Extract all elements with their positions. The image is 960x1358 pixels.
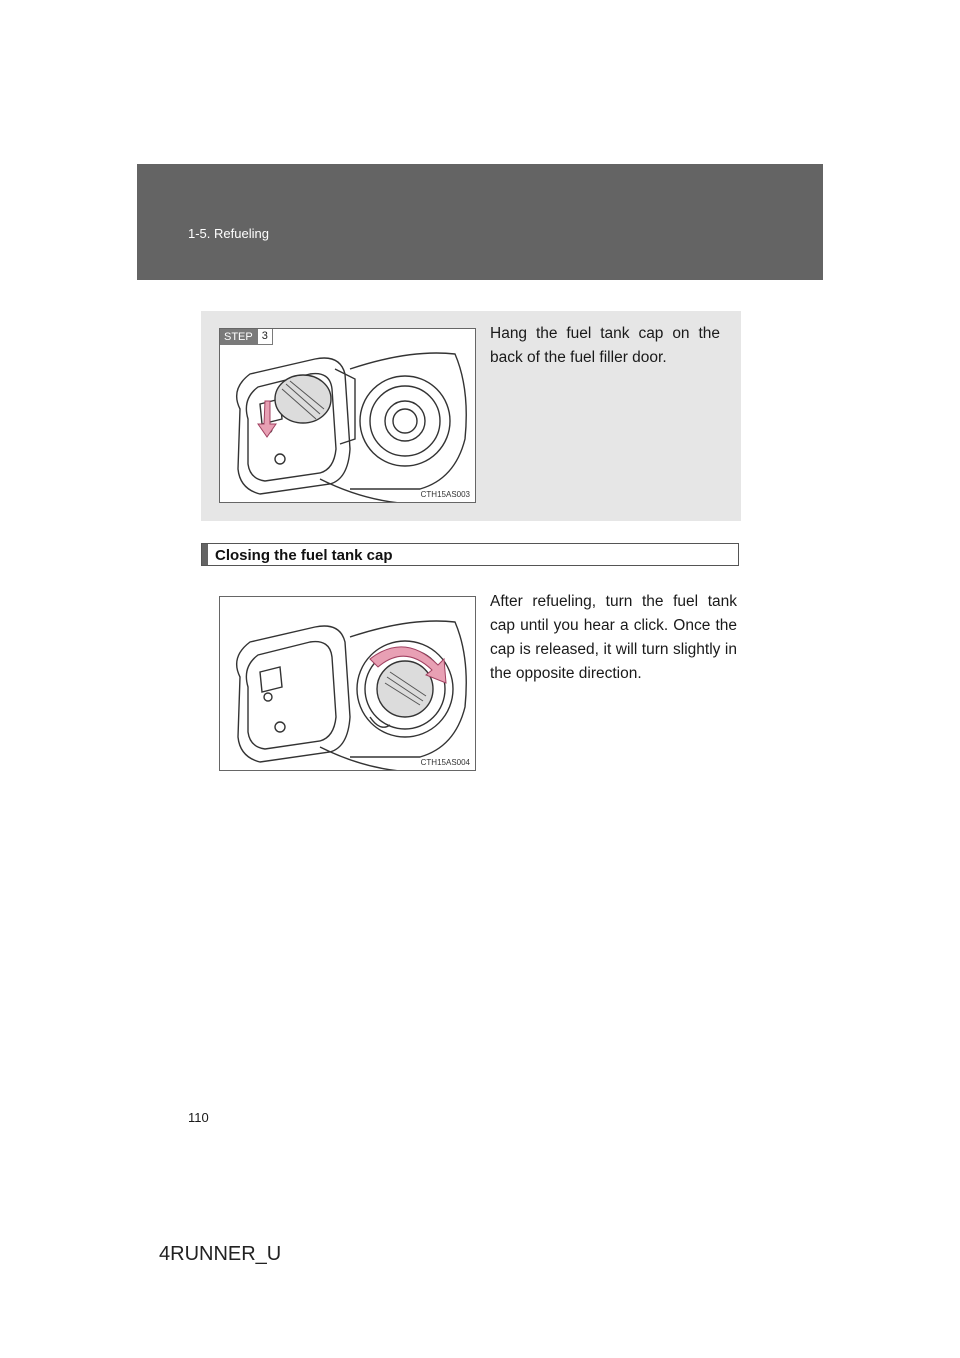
fuel-cap-closing-illustration [219,596,476,771]
subsection-heading [201,543,739,566]
step-label: STEP [220,329,257,345]
section-title: 1-5. Refueling [188,226,269,241]
subsection-heading-bar [202,544,208,565]
footer-doc-code: 4RUNNER_U [159,1243,282,1265]
fuel-door-closing-drawing [220,597,476,771]
page-number: 110 [188,1110,209,1125]
step-badge [220,329,273,345]
fuel-door-drawing [220,329,476,503]
step-number: 3 [257,329,273,345]
header-band [137,164,823,280]
subsection-heading-text: Closing the fuel tank cap [215,547,393,564]
fuel-cap-hanging-illustration [219,328,476,503]
figure-code: CTH15AS004 [420,758,470,767]
closing-instruction-text: After refueling, turn the fuel tank cap until you hear a click. Once the cap is released, it will turn slightly in the opposite direction. [490,593,737,682]
figure-code: CTH15AS003 [420,490,470,499]
step-instruction-text: Hang the fuel tank cap on the back of the fuel filler door. [490,325,720,366]
